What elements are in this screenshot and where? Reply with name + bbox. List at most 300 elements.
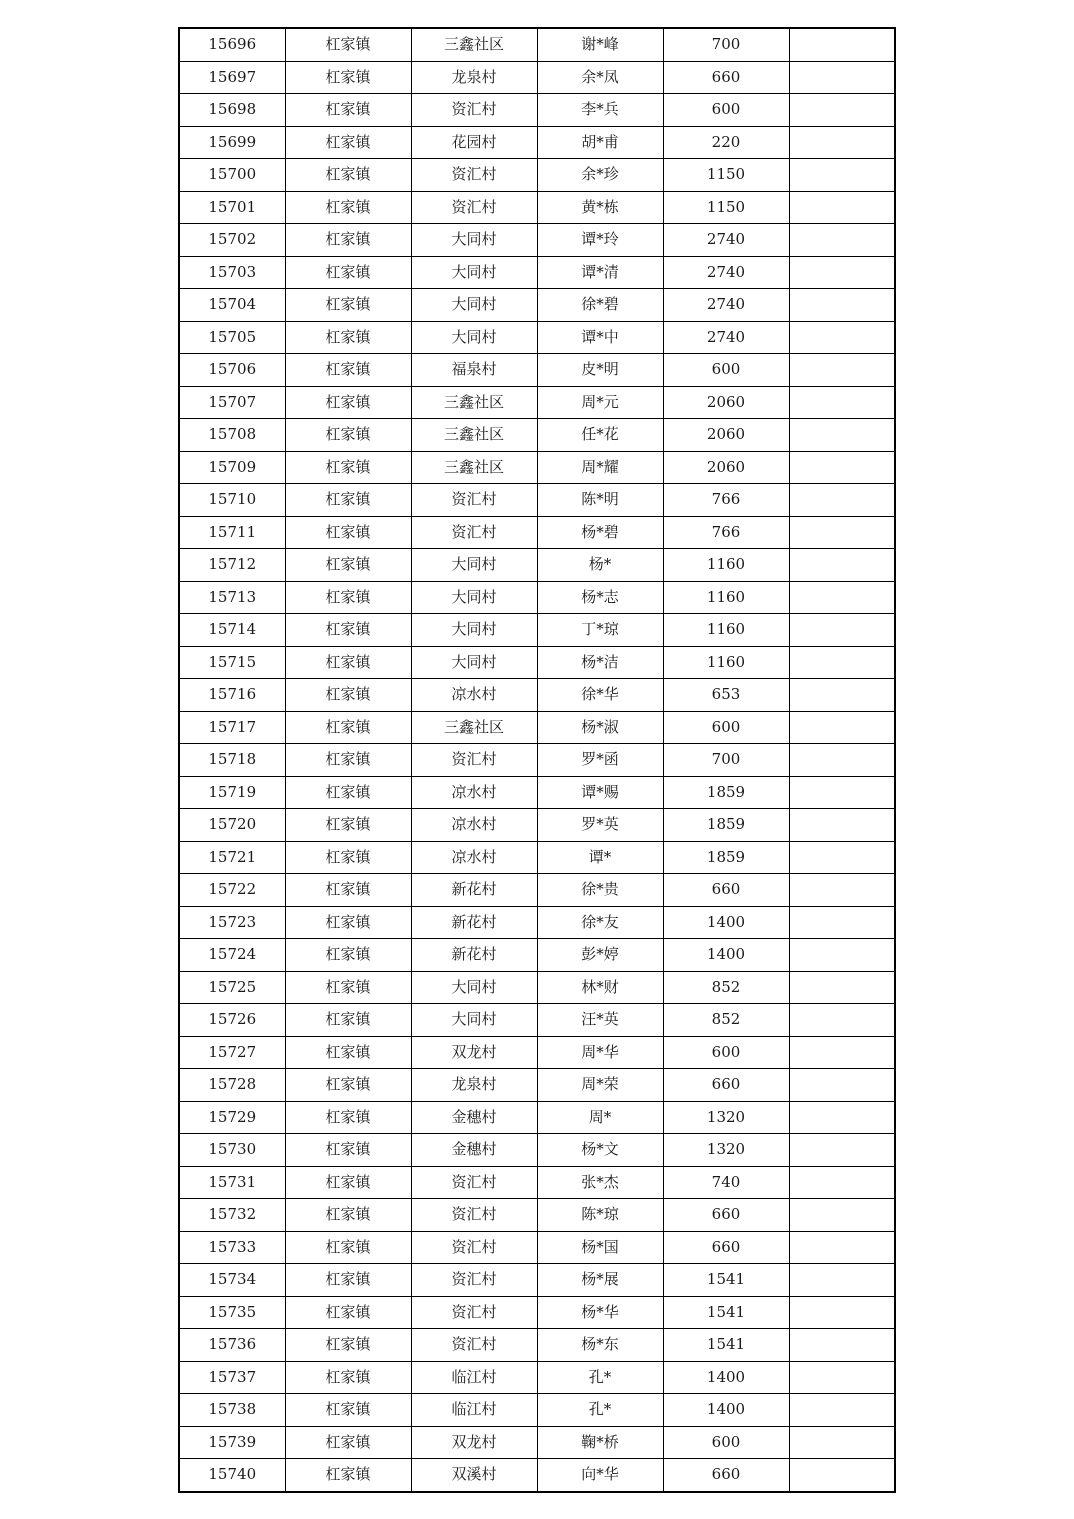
amount-cell: 1400 (663, 906, 789, 939)
name-cell: 杨*文 (537, 1134, 663, 1167)
town-cell: 杠家镇 (285, 1134, 411, 1167)
note-cell (789, 28, 895, 61)
serial-number-cell: 15731 (179, 1166, 285, 1199)
village-cell: 龙泉村 (411, 1069, 537, 1102)
serial-number-cell: 15713 (179, 581, 285, 614)
amount-cell: 1400 (663, 939, 789, 972)
town-cell: 杠家镇 (285, 906, 411, 939)
amount-cell: 220 (663, 126, 789, 159)
serial-number-cell: 15711 (179, 516, 285, 549)
village-cell: 双龙村 (411, 1036, 537, 1069)
table-row (179, 776, 895, 809)
note-cell (789, 549, 895, 582)
town-cell: 杠家镇 (285, 874, 411, 907)
amount-cell: 1541 (663, 1329, 789, 1362)
table-row (179, 1134, 895, 1167)
name-cell: 杨*展 (537, 1264, 663, 1297)
note-cell (789, 191, 895, 224)
village-cell: 大同村 (411, 614, 537, 647)
table-row (179, 646, 895, 679)
village-cell: 临江村 (411, 1361, 537, 1394)
village-cell: 大同村 (411, 646, 537, 679)
town-cell: 杠家镇 (285, 1264, 411, 1297)
note-cell (789, 614, 895, 647)
table-row (179, 126, 895, 159)
village-cell: 三鑫社区 (411, 28, 537, 61)
town-cell: 杠家镇 (285, 1231, 411, 1264)
amount-cell: 2060 (663, 386, 789, 419)
serial-number-cell: 15696 (179, 28, 285, 61)
note-cell (789, 581, 895, 614)
note-cell (789, 386, 895, 419)
name-cell: 杨*志 (537, 581, 663, 614)
village-cell: 资汇村 (411, 159, 537, 192)
table-row (179, 744, 895, 777)
table-row (179, 1004, 895, 1037)
amount-cell: 660 (663, 874, 789, 907)
village-cell: 资汇村 (411, 484, 537, 517)
village-cell: 大同村 (411, 1004, 537, 1037)
note-cell (789, 776, 895, 809)
note-cell (789, 159, 895, 192)
amount-cell: 600 (663, 94, 789, 127)
amount-cell: 600 (663, 711, 789, 744)
name-cell: 罗*函 (537, 744, 663, 777)
town-cell: 杠家镇 (285, 1069, 411, 1102)
serial-number-cell: 15705 (179, 321, 285, 354)
serial-number-cell: 15706 (179, 354, 285, 387)
village-cell: 三鑫社区 (411, 386, 537, 419)
town-cell: 杠家镇 (285, 1459, 411, 1492)
name-cell: 杨*碧 (537, 516, 663, 549)
village-cell: 凉水村 (411, 841, 537, 874)
name-cell: 周* (537, 1101, 663, 1134)
note-cell (789, 1264, 895, 1297)
name-cell: 彭*婷 (537, 939, 663, 972)
amount-cell: 2740 (663, 256, 789, 289)
village-cell: 凉水村 (411, 809, 537, 842)
name-cell: 徐*华 (537, 679, 663, 712)
amount-cell: 2060 (663, 451, 789, 484)
serial-number-cell: 15738 (179, 1394, 285, 1427)
table-row (179, 581, 895, 614)
table-row (179, 1296, 895, 1329)
table-row (179, 1166, 895, 1199)
table-row (179, 711, 895, 744)
town-cell: 杠家镇 (285, 321, 411, 354)
name-cell: 杨* (537, 549, 663, 582)
name-cell: 任*花 (537, 419, 663, 452)
serial-number-cell: 15733 (179, 1231, 285, 1264)
town-cell: 杠家镇 (285, 1394, 411, 1427)
serial-number-cell: 15736 (179, 1329, 285, 1362)
village-cell: 大同村 (411, 224, 537, 257)
amount-cell: 766 (663, 484, 789, 517)
name-cell: 胡*甫 (537, 126, 663, 159)
note-cell (789, 1036, 895, 1069)
town-cell: 杠家镇 (285, 126, 411, 159)
table-row (179, 939, 895, 972)
serial-number-cell: 15719 (179, 776, 285, 809)
note-cell (789, 1231, 895, 1264)
table-row (179, 679, 895, 712)
village-cell: 资汇村 (411, 1166, 537, 1199)
serial-number-cell: 15720 (179, 809, 285, 842)
note-cell (789, 1361, 895, 1394)
name-cell: 杨*洁 (537, 646, 663, 679)
serial-number-cell: 15717 (179, 711, 285, 744)
serial-number-cell: 15730 (179, 1134, 285, 1167)
serial-number-cell: 15722 (179, 874, 285, 907)
name-cell: 孔* (537, 1394, 663, 1427)
amount-cell: 653 (663, 679, 789, 712)
table-row (179, 1459, 895, 1492)
amount-cell: 700 (663, 744, 789, 777)
roster-table-body (179, 28, 895, 1492)
table-row (179, 191, 895, 224)
town-cell: 杠家镇 (285, 386, 411, 419)
village-cell: 大同村 (411, 549, 537, 582)
amount-cell: 1320 (663, 1101, 789, 1134)
note-cell (789, 354, 895, 387)
table-row (179, 484, 895, 517)
note-cell (789, 809, 895, 842)
serial-number-cell: 15723 (179, 906, 285, 939)
serial-number-cell: 15697 (179, 61, 285, 94)
name-cell: 黄*栋 (537, 191, 663, 224)
name-cell: 鞠*桥 (537, 1426, 663, 1459)
note-cell (789, 256, 895, 289)
town-cell: 杠家镇 (285, 1426, 411, 1459)
town-cell: 杠家镇 (285, 581, 411, 614)
table-row (179, 1231, 895, 1264)
village-cell: 三鑫社区 (411, 419, 537, 452)
serial-number-cell: 15728 (179, 1069, 285, 1102)
amount-cell: 1859 (663, 809, 789, 842)
amount-cell: 600 (663, 1426, 789, 1459)
amount-cell: 1541 (663, 1296, 789, 1329)
note-cell (789, 874, 895, 907)
table-row (179, 614, 895, 647)
town-cell: 杠家镇 (285, 289, 411, 322)
town-cell: 杠家镇 (285, 191, 411, 224)
note-cell (789, 711, 895, 744)
note-cell (789, 419, 895, 452)
amount-cell: 660 (663, 1199, 789, 1232)
serial-number-cell: 15737 (179, 1361, 285, 1394)
name-cell: 林*财 (537, 971, 663, 1004)
village-cell: 双溪村 (411, 1459, 537, 1492)
note-cell (789, 646, 895, 679)
name-cell: 汪*英 (537, 1004, 663, 1037)
name-cell: 谭* (537, 841, 663, 874)
table-row (179, 386, 895, 419)
serial-number-cell: 15739 (179, 1426, 285, 1459)
town-cell: 杠家镇 (285, 224, 411, 257)
village-cell: 资汇村 (411, 1329, 537, 1362)
town-cell: 杠家镇 (285, 744, 411, 777)
amount-cell: 766 (663, 516, 789, 549)
table-row (179, 28, 895, 61)
town-cell: 杠家镇 (285, 939, 411, 972)
village-cell: 新花村 (411, 874, 537, 907)
village-cell: 金穗村 (411, 1134, 537, 1167)
town-cell: 杠家镇 (285, 971, 411, 1004)
serial-number-cell: 15729 (179, 1101, 285, 1134)
table-row (179, 1069, 895, 1102)
roster-table (178, 27, 896, 1493)
note-cell (789, 321, 895, 354)
village-cell: 资汇村 (411, 1296, 537, 1329)
village-cell: 大同村 (411, 289, 537, 322)
name-cell: 谭*赐 (537, 776, 663, 809)
table-row (179, 809, 895, 842)
note-cell (789, 1296, 895, 1329)
village-cell: 三鑫社区 (411, 711, 537, 744)
note-cell (789, 516, 895, 549)
amount-cell: 1859 (663, 841, 789, 874)
name-cell: 罗*英 (537, 809, 663, 842)
amount-cell: 600 (663, 354, 789, 387)
village-cell: 临江村 (411, 1394, 537, 1427)
note-cell (789, 679, 895, 712)
table-row (179, 1426, 895, 1459)
amount-cell: 660 (663, 61, 789, 94)
table-row (179, 61, 895, 94)
note-cell (789, 906, 895, 939)
village-cell: 龙泉村 (411, 61, 537, 94)
name-cell: 谭*玲 (537, 224, 663, 257)
village-cell: 三鑫社区 (411, 451, 537, 484)
amount-cell: 1541 (663, 1264, 789, 1297)
serial-number-cell: 15721 (179, 841, 285, 874)
village-cell: 花园村 (411, 126, 537, 159)
name-cell: 陈*明 (537, 484, 663, 517)
name-cell: 杨*东 (537, 1329, 663, 1362)
village-cell: 凉水村 (411, 776, 537, 809)
name-cell: 徐*贵 (537, 874, 663, 907)
amount-cell: 852 (663, 1004, 789, 1037)
name-cell: 余*珍 (537, 159, 663, 192)
village-cell: 资汇村 (411, 191, 537, 224)
name-cell: 徐*友 (537, 906, 663, 939)
note-cell (789, 289, 895, 322)
serial-number-cell: 15718 (179, 744, 285, 777)
town-cell: 杠家镇 (285, 1361, 411, 1394)
serial-number-cell: 15700 (179, 159, 285, 192)
serial-number-cell: 15726 (179, 1004, 285, 1037)
amount-cell: 1859 (663, 776, 789, 809)
table-row (179, 1199, 895, 1232)
table-row (179, 841, 895, 874)
village-cell: 大同村 (411, 256, 537, 289)
name-cell: 余*凤 (537, 61, 663, 94)
name-cell: 张*杰 (537, 1166, 663, 1199)
amount-cell: 600 (663, 1036, 789, 1069)
table-row (179, 1036, 895, 1069)
village-cell: 福泉村 (411, 354, 537, 387)
note-cell (789, 451, 895, 484)
village-cell: 资汇村 (411, 1264, 537, 1297)
town-cell: 杠家镇 (285, 549, 411, 582)
table-row (179, 516, 895, 549)
amount-cell: 700 (663, 28, 789, 61)
amount-cell: 1400 (663, 1361, 789, 1394)
table-row (179, 321, 895, 354)
town-cell: 杠家镇 (285, 1101, 411, 1134)
name-cell: 谢*峰 (537, 28, 663, 61)
town-cell: 杠家镇 (285, 256, 411, 289)
note-cell (789, 1426, 895, 1459)
note-cell (789, 126, 895, 159)
table-row (179, 289, 895, 322)
table-row (179, 1329, 895, 1362)
note-cell (789, 1459, 895, 1492)
serial-number-cell: 15707 (179, 386, 285, 419)
village-cell: 资汇村 (411, 94, 537, 127)
table-row (179, 451, 895, 484)
serial-number-cell: 15715 (179, 646, 285, 679)
serial-number-cell: 15734 (179, 1264, 285, 1297)
note-cell (789, 1101, 895, 1134)
amount-cell: 1160 (663, 581, 789, 614)
amount-cell: 2740 (663, 321, 789, 354)
town-cell: 杠家镇 (285, 1199, 411, 1232)
table-row (179, 159, 895, 192)
amount-cell: 1150 (663, 191, 789, 224)
serial-number-cell: 15709 (179, 451, 285, 484)
amount-cell: 1320 (663, 1134, 789, 1167)
table-row (179, 1394, 895, 1427)
town-cell: 杠家镇 (285, 646, 411, 679)
town-cell: 杠家镇 (285, 1036, 411, 1069)
town-cell: 杠家镇 (285, 159, 411, 192)
name-cell: 徐*碧 (537, 289, 663, 322)
table-row (179, 1101, 895, 1134)
table-row (179, 874, 895, 907)
amount-cell: 660 (663, 1231, 789, 1264)
name-cell: 周*华 (537, 1036, 663, 1069)
note-cell (789, 1069, 895, 1102)
serial-number-cell: 15704 (179, 289, 285, 322)
name-cell: 杨*国 (537, 1231, 663, 1264)
town-cell: 杠家镇 (285, 841, 411, 874)
table-row (179, 971, 895, 1004)
name-cell: 李*兵 (537, 94, 663, 127)
serial-number-cell: 15708 (179, 419, 285, 452)
village-cell: 资汇村 (411, 1231, 537, 1264)
note-cell (789, 224, 895, 257)
name-cell: 谭*清 (537, 256, 663, 289)
town-cell: 杠家镇 (285, 809, 411, 842)
serial-number-cell: 15724 (179, 939, 285, 972)
serial-number-cell: 15703 (179, 256, 285, 289)
name-cell: 杨*淑 (537, 711, 663, 744)
serial-number-cell: 15699 (179, 126, 285, 159)
serial-number-cell: 15698 (179, 94, 285, 127)
village-cell: 双龙村 (411, 1426, 537, 1459)
serial-number-cell: 15725 (179, 971, 285, 1004)
serial-number-cell: 15732 (179, 1199, 285, 1232)
name-cell: 杨*华 (537, 1296, 663, 1329)
name-cell: 周*耀 (537, 451, 663, 484)
village-cell: 资汇村 (411, 744, 537, 777)
note-cell (789, 61, 895, 94)
town-cell: 杠家镇 (285, 61, 411, 94)
name-cell: 周*荣 (537, 1069, 663, 1102)
town-cell: 杠家镇 (285, 1004, 411, 1037)
note-cell (789, 744, 895, 777)
note-cell (789, 484, 895, 517)
amount-cell: 1160 (663, 549, 789, 582)
name-cell: 周*元 (537, 386, 663, 419)
amount-cell: 660 (663, 1459, 789, 1492)
town-cell: 杠家镇 (285, 1296, 411, 1329)
table-row (179, 354, 895, 387)
table-row (179, 906, 895, 939)
table-row (179, 256, 895, 289)
amount-cell: 2740 (663, 224, 789, 257)
town-cell: 杠家镇 (285, 1166, 411, 1199)
name-cell: 孔* (537, 1361, 663, 1394)
village-cell: 资汇村 (411, 1199, 537, 1232)
town-cell: 杠家镇 (285, 28, 411, 61)
table-row (179, 1361, 895, 1394)
village-cell: 新花村 (411, 906, 537, 939)
town-cell: 杠家镇 (285, 516, 411, 549)
village-cell: 凉水村 (411, 679, 537, 712)
table-row (179, 224, 895, 257)
amount-cell: 2060 (663, 419, 789, 452)
name-cell: 丁*琼 (537, 614, 663, 647)
serial-number-cell: 15712 (179, 549, 285, 582)
serial-number-cell: 15735 (179, 1296, 285, 1329)
amount-cell: 660 (663, 1069, 789, 1102)
village-cell: 大同村 (411, 321, 537, 354)
serial-number-cell: 15702 (179, 224, 285, 257)
serial-number-cell: 15710 (179, 484, 285, 517)
note-cell (789, 1166, 895, 1199)
town-cell: 杠家镇 (285, 711, 411, 744)
village-cell: 资汇村 (411, 516, 537, 549)
serial-number-cell: 15740 (179, 1459, 285, 1492)
town-cell: 杠家镇 (285, 776, 411, 809)
name-cell: 向*华 (537, 1459, 663, 1492)
note-cell (789, 1199, 895, 1232)
note-cell (789, 1134, 895, 1167)
town-cell: 杠家镇 (285, 614, 411, 647)
serial-number-cell: 15727 (179, 1036, 285, 1069)
village-cell: 新花村 (411, 939, 537, 972)
amount-cell: 1150 (663, 159, 789, 192)
serial-number-cell: 15714 (179, 614, 285, 647)
town-cell: 杠家镇 (285, 484, 411, 517)
amount-cell: 1160 (663, 614, 789, 647)
amount-cell: 852 (663, 971, 789, 1004)
town-cell: 杠家镇 (285, 94, 411, 127)
amount-cell: 1400 (663, 1394, 789, 1427)
village-cell: 大同村 (411, 971, 537, 1004)
amount-cell: 740 (663, 1166, 789, 1199)
table-row (179, 1264, 895, 1297)
town-cell: 杠家镇 (285, 354, 411, 387)
name-cell: 皮*明 (537, 354, 663, 387)
amount-cell: 2740 (663, 289, 789, 322)
town-cell: 杠家镇 (285, 1329, 411, 1362)
village-cell: 金穗村 (411, 1101, 537, 1134)
serial-number-cell: 15716 (179, 679, 285, 712)
village-cell: 大同村 (411, 581, 537, 614)
